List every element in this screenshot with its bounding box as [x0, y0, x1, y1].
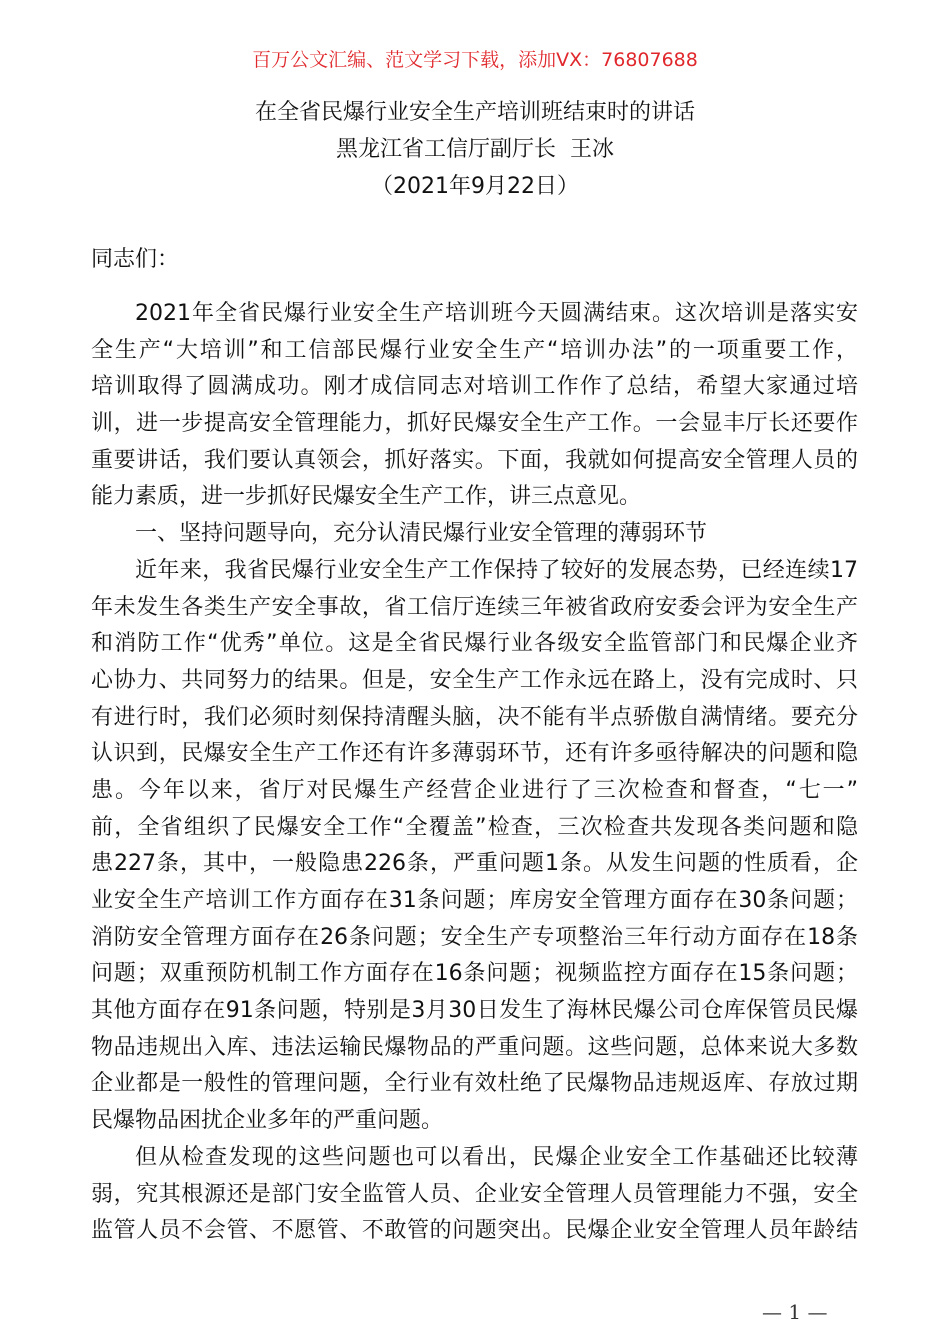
page-number: — 1 — — [762, 1300, 828, 1324]
text-line: 前，全省组织了民爆安全工作“全覆盖”检查，三次检查共发现各类问题和隐 — [91, 814, 858, 840]
text-line: 重要讲话，我们要认真领会，抓好落实。下面，我就如何提高安全管理人员的 — [91, 447, 858, 473]
paragraph-1 — [91, 296, 858, 516]
text-line: 企业都是一般性的管理问题，全行业有效杜绝了民爆物品违规返库、存放过期 — [91, 1071, 858, 1097]
text-line: 认识到，民爆安全生产工作还有许多薄弱环节，还有许多亟待解决的问题和隐 — [91, 741, 858, 767]
text-line: 能力素质，进一步抓好民爆安全生产工作，讲三点意见。 — [91, 484, 642, 510]
document-title: 在全省民爆行业安全生产培训班结束时的讲话 — [254, 100, 695, 125]
text-line: 问题；双重预防机制工作方面存在16条问题；视频监控方面存在15条问题； — [91, 961, 858, 987]
paragraph-2 — [91, 553, 858, 1140]
text-line: 心协力、共同努力的结果。但是，安全生产工作永远在路上，没有完成时、只 — [91, 667, 858, 693]
text-line: 2021年全省民爆行业安全生产培训班今天圆满结束。这次培训是落实安 — [135, 301, 858, 326]
text-line: 培训取得了圆满成功。刚才成信同志对培训工作作了总结，希望大家通过培 — [91, 374, 858, 400]
text-line: 全生产“大培训”和工信部民爆行业安全生产“培训办法”的一项重要工作， — [91, 337, 858, 363]
document-header — [0, 94, 950, 205]
text-line: 业安全生产培训工作方面存在31条问题；库房安全管理方面存在30条问题； — [91, 888, 858, 913]
section-heading-1: 一、坚持问题导向，充分认清民爆行业安全管理的薄弱环节 — [135, 521, 708, 547]
paragraph-3 — [91, 1140, 858, 1250]
text-line: 民爆物品困扰企业多年的严重问题。 — [91, 1108, 444, 1134]
text-line: 年未发生各类生产安全事故，省工信厅连续三年被省政府安委会评为安全生产 — [91, 594, 858, 620]
text-line: 但从检查发现的这些问题也可以看出，民爆企业安全工作基础还比较薄 — [135, 1144, 858, 1170]
speech-date: （2021年9月22日） — [371, 174, 579, 199]
salutation: 同志们： — [91, 247, 180, 272]
text-line: 患。今年以来，省厅对民爆生产经营企业进行了三次检查和督查，“七一” — [91, 777, 858, 803]
text-line: 监管人员不会管、不愿管、不敢管的问题突出。民爆企业安全管理人员年龄结 — [91, 1218, 858, 1244]
text-line: 和消防工作“优秀”单位。这是全省民爆行业各级安全监管部门和民爆企业齐 — [91, 631, 858, 657]
text-line: 近年来，我省民爆行业安全生产工作保持了较好的发展态势，已经连续17 — [135, 557, 858, 583]
document-body — [91, 241, 858, 1250]
watermark-banner: 百万公文汇编、范文学习下载，添加VX：76807688 — [252, 49, 698, 71]
text-line: 物品违规出入库、违法运输民爆物品的严重问题。这些问题，总体来说大多数 — [91, 1034, 858, 1060]
text-line: 训，进一步提高安全管理能力，抓好民爆安全生产工作。一会显丰厅长还要作 — [91, 411, 858, 437]
text-line: 弱，究其根源还是部门安全监管人员、企业安全管理人员管理能力不强，安全 — [91, 1181, 858, 1207]
text-line: 其他方面存在91条问题，特别是3月30日发生了海林民爆公司仓库保管员民爆 — [91, 998, 858, 1024]
text-line: 消防安全管理方面存在26条问题；安全生产专项整治三年行动方面存在18条 — [91, 924, 858, 950]
text-line: 有进行时，我们必须时刻保持清醒头脑，决不能有半点骄傲自满情绪。要充分 — [91, 704, 858, 730]
text-line: 患227条，其中，一般隐患226条，严重问题1条。从发生问题的性质看，企 — [91, 851, 858, 877]
speaker-line: 黑龙江省工信厅副厅长 王冰 — [336, 137, 614, 162]
